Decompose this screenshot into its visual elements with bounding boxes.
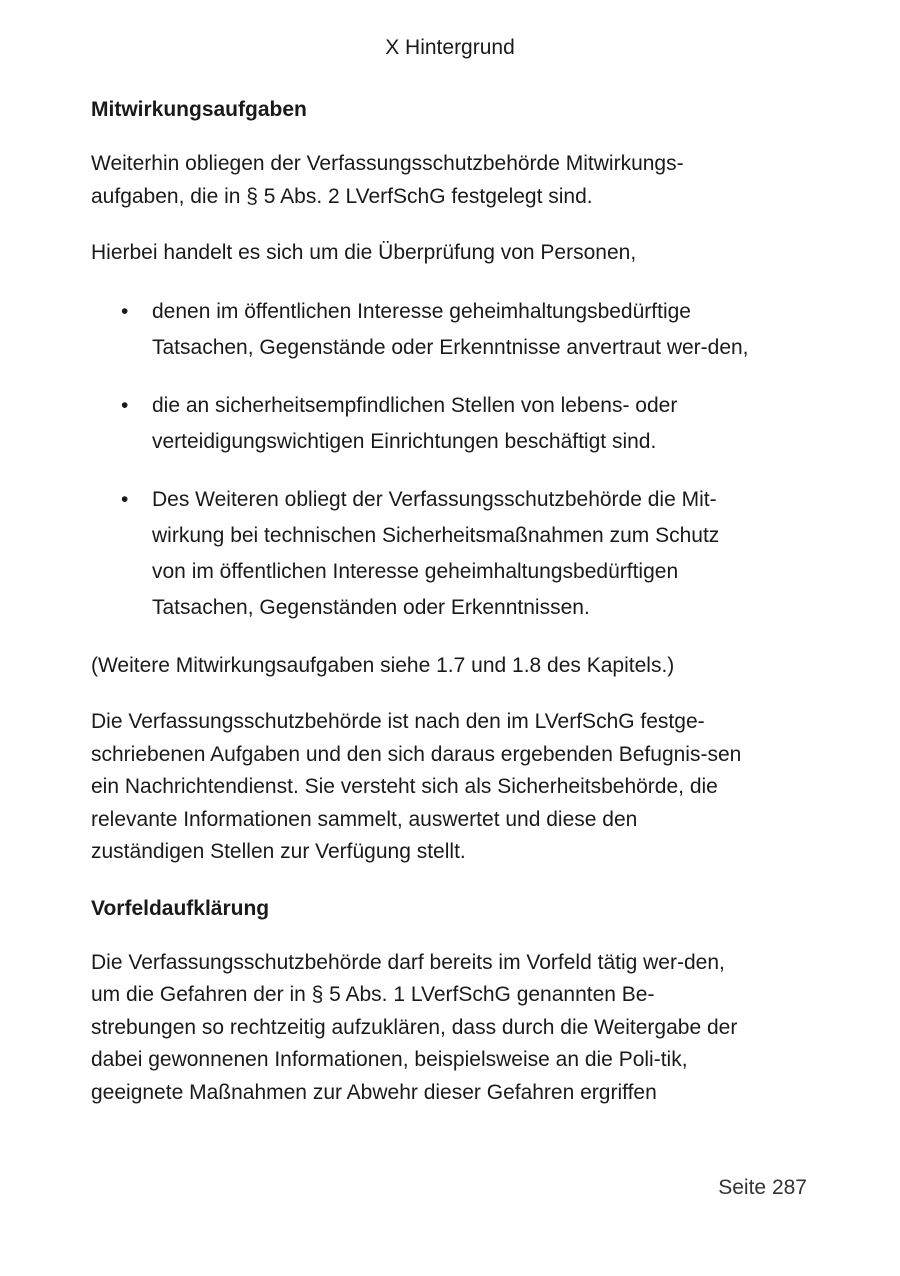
list-item-text: denen im öffentlichen Interesse geheimhaltungsbedürftige Tatsachen, Gegenstände oder Erkenntnisse anvertraut wer-den, <box>152 299 749 359</box>
list-item <box>91 482 751 626</box>
section-heading-mitwirkungsaufgaben: Mitwirkungsaufgaben <box>91 98 307 121</box>
page-number: Seite 287 <box>718 1176 807 1199</box>
bullet-icon: • <box>121 487 129 511</box>
paragraph: Die Verfassungsschutzbehörde darf bereits im Vorfeld tätig wer-den, um die Gefahren der in § 5 Abs. 1 LVerfSchG genannten Be-strebungen so rechtzeitig aufzuklären, dass durch die Weitergabe der dabei gewonnenen Informationen, beispielsweise an die Poli-tik, geeignete Maßnahmen zur Abwehr dieser Gefahren ergriffen <box>91 950 738 1104</box>
list-item <box>91 388 751 460</box>
page-body <box>91 94 751 1133</box>
paragraph: Weiterhin obliegen der Verfassungsschutzbehörde Mitwirkungs-aufgaben, die in § 5 Abs. 2 LVerfSchG festgelegt sind. <box>91 152 684 208</box>
bullet-list <box>91 294 751 626</box>
bullet-icon: • <box>121 299 129 323</box>
bullet-icon: • <box>121 393 129 417</box>
section-heading-vorfeldaufklaerung: Vorfeldaufklärung <box>91 896 270 920</box>
paragraph: Die Verfassungsschutzbehörde ist nach den im LVerfSchG festge-schriebenen Aufgaben und den sich daraus ergebenden Befugnis-sen ein Nachrichtendienst. Sie versteht sich als Sicherheitsbehörde, die relevante Informationen sammelt, auswertet und diese den zuständigen Stellen zur Verfügung stellt. <box>91 710 742 863</box>
paragraph: Hierbei handelt es sich um die Überprüfung von Personen, <box>91 241 637 264</box>
list-item-text: Des Weiteren obliegt der Verfassungsschutzbehörde die Mit-wirkung bei technischen Sicherheitsmaßnahmen zum Schutz von im öffentlichen Interesse geheimhaltungsbedürftigen Tatsachen, Gegenständen oder Erkenntnissen. <box>152 487 720 619</box>
running-header: X Hintergrund <box>385 36 515 59</box>
list-item <box>91 294 751 366</box>
list-item-text: die an sicherheitsempfindlichen Stellen von lebens- oder verteidigungswichtigen Einrichtungen beschäftigt sind. <box>152 393 678 453</box>
paragraph: (Weitere Mitwirkungsaufgaben siehe 1.7 und 1.8 des Kapitels.) <box>91 653 675 677</box>
